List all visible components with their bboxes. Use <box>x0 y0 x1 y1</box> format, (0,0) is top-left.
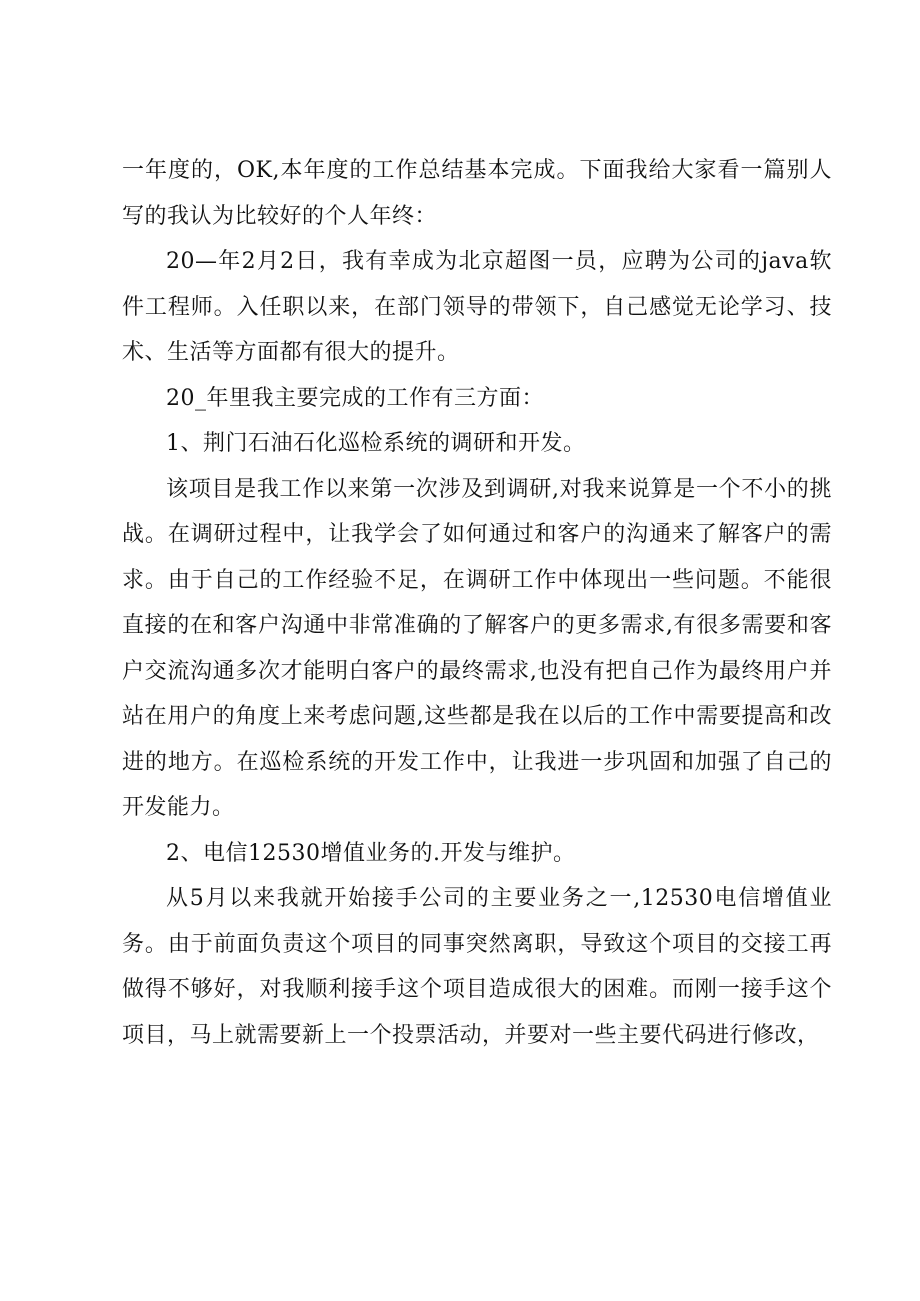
heading-item-1: 1、荆门石油石化巡检系统的调研和开发。 <box>166 431 586 456</box>
heading-item-2: 2、电信12530增值业务的.开发与维护。 <box>166 840 576 866</box>
paragraph-opening: 20—年2月2日，我有幸成为北京超图一员，应聘为公司的java软件工程师。入任职以来，在部门领导的带领下，自己感觉无论学习、技术、生活等方面都有很大的提升。 <box>122 249 832 365</box>
paragraph-intro: 一年度的，OK,本年度的工作总结基本完成。下面我给大家看一篇别人写的我认为比较好的个人年终： <box>122 158 832 229</box>
paragraph-work-overview: 20_年里我主要完成的工作有三方面： <box>166 385 544 411</box>
document-body <box>122 148 832 1058</box>
paragraph-item-1-body: 该项目是我工作以来第一次涉及到调研,对我来说算是一个不小的挑战。在调研过程中，让我学会了如何通过和客户的沟通来了解客户的需求。由于自己的工作经验不足，在调研工作中体现出一些问题。不能很直接的在和客户沟通中非常准确的了解客户的更多需求,有很多需要和客户交流沟通多次才能明白客户的最终需求,也没有把自己作为最终用户并站在用户的角度上来考虑问题,这些都是我在以后的工作中需要提高和改进的地方。在巡检系统的开发工作中，让我进一步巩固和加强了自己的开发能力。 <box>122 476 832 820</box>
paragraph-item-2-body: 从5月以来我就开始接手公司的主要业务之一,12530电信增值业务。由于前面负责这个项目的同事突然离职，导致这个项目的交接工再做得不够好，对我顺利接手这个项目造成很大的困难。而刚一接手这个项目，马上就需要新上一个投票活动，并要对一些主要代码进行修改， <box>122 886 832 1048</box>
